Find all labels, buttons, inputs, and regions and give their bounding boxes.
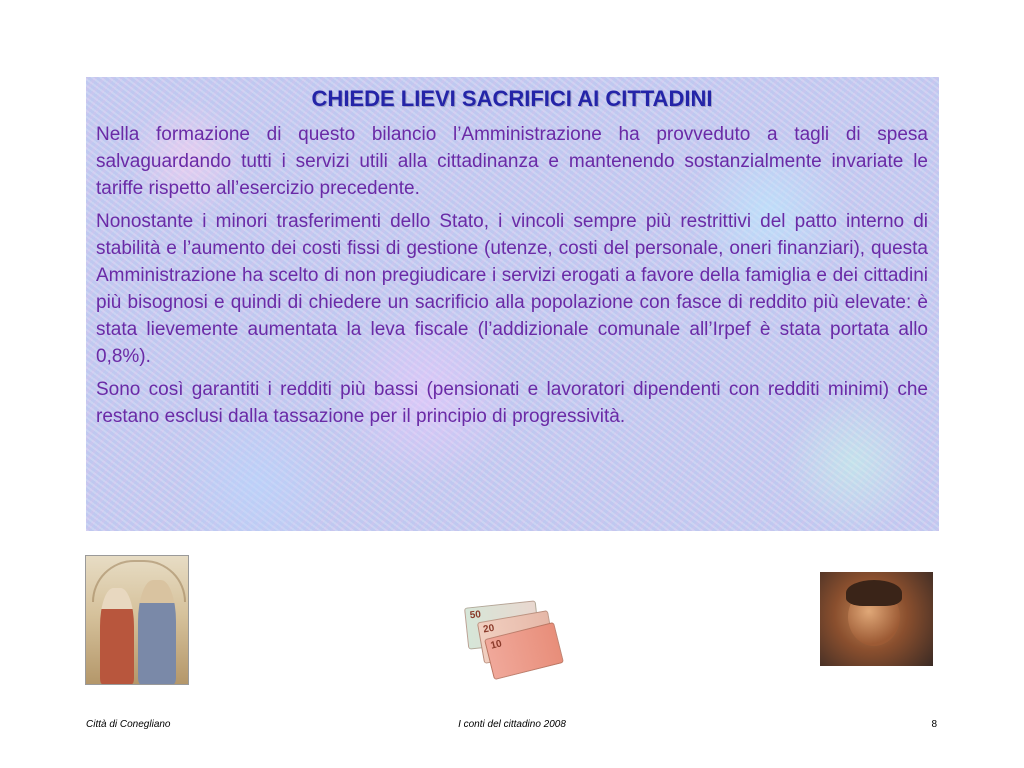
- euro-banknotes-image: [458, 596, 564, 680]
- school-of-athens-image: [85, 555, 189, 685]
- figure-plato: [100, 588, 134, 684]
- paragraph-1: Nella formazione di questo bilancio l’Amministrazione ha provveduto a tagli di spesa salvaguardando tutti i servizi utili alla cittadinanza e mantenendo sostanzialmente invariate le tariffe rispetto all’esercizio precedente.: [96, 124, 928, 199]
- worried-man-image: [820, 572, 933, 666]
- content-textbox: [86, 77, 939, 531]
- figure-aristotle: [138, 580, 176, 684]
- hair-shape: [846, 580, 902, 606]
- banknote-10: 10: [484, 622, 564, 680]
- paragraph-3: Sono così garantiti i redditi più bassi (pensionati e lavoratori dipendenti con redditi minimi) che restano esclusi dalla tassazione per il principio di progressività.: [96, 379, 928, 427]
- page-number: 8: [931, 719, 937, 730]
- footer-center-text: I conti del cittadino 2008: [458, 719, 566, 730]
- footer-left-text: Città di Conegliano: [86, 719, 171, 730]
- slide-title: CHIEDE LIEVI SACRIFICI AI CITTADINI: [311, 86, 713, 111]
- banknote-50: 50: [464, 600, 540, 649]
- paragraph-2: Nonostante i minori trasferimenti dello Stato, i vincoli sempre più restrittivi del patto interno di stabilità e l’aumento dei costi fissi di gestione (utenze, costi del personale, oneri finanziari), questa Amministrazione ha scelto di non pregiudicare i servizi erogati a favore della famiglia e dei cittadini più bisognosi e quindi di chiedere un sacrificio alla popolazione con fasce di reddito più elevate: è stata lievemente aumentata la leva fiscale (l’addizionale comunale all’Irpef è stata portata allo 0,8%).: [96, 211, 928, 367]
- banknote-20: 20: [477, 610, 555, 664]
